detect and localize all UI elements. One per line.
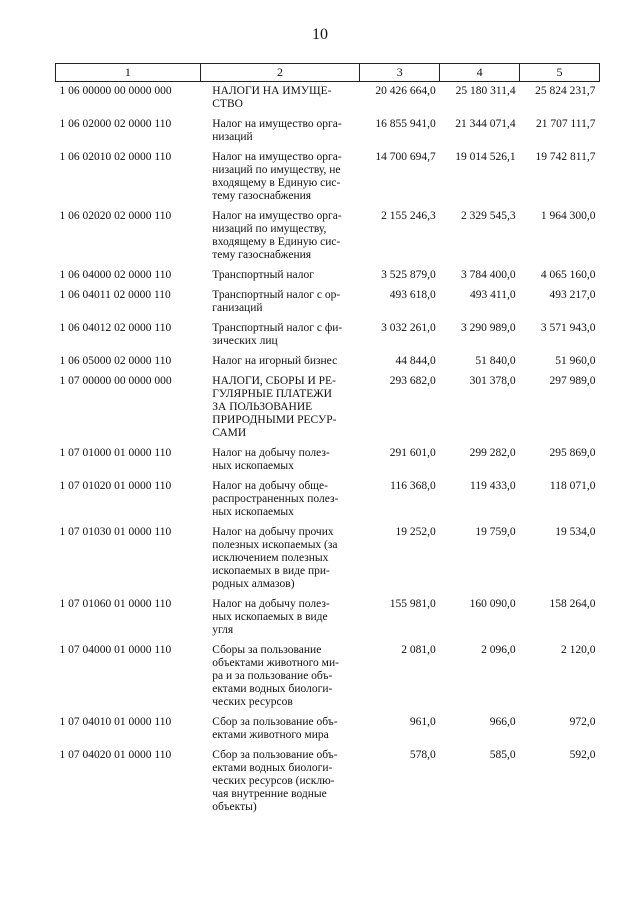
row-value-2: 3 290 989,0: [460, 322, 516, 334]
row-value-2: 2 329 545,3: [460, 210, 516, 222]
row-value-1: 116 368,0: [390, 480, 436, 492]
row-value-2: 301 378,0: [469, 375, 516, 387]
row-value-1: 20 426 664,0: [375, 85, 436, 97]
table-row: [56, 595, 600, 641]
row-value-3: 25 824 231,7: [535, 85, 596, 97]
row-name: Транспортный налог с фи- зических лиц: [212, 322, 343, 347]
row-value-1: 3 032 261,0: [381, 322, 436, 334]
table-row: [56, 713, 600, 746]
row-value-2: 21 344 071,4: [455, 118, 516, 130]
row-value-2: 25 180 311,4: [455, 85, 516, 97]
row-value-2: 51 840,0: [475, 355, 516, 367]
row-value-3: 493 217,0: [549, 289, 596, 301]
row-name: НАЛОГИ НА ИМУЩЕ- СТВО: [212, 85, 332, 110]
row-name: Налог на добычу полез- ных ископаемых в виде угля: [212, 598, 330, 636]
row-value-3: 592,0: [569, 749, 596, 761]
row-value-3: 158 264,0: [549, 598, 596, 610]
table-row: [56, 115, 600, 148]
row-code: 1 07 04020 01 0000 110: [59, 749, 172, 761]
row-value-3: 19 534,0: [555, 526, 596, 538]
row-value-3: 21 707 111,7: [535, 118, 596, 130]
row-value-3: 1 964 300,0: [540, 210, 596, 222]
page-number: 10: [312, 26, 328, 43]
table-row: [56, 266, 600, 286]
table-body: [56, 82, 600, 819]
row-value-2: 2 096,0: [481, 644, 516, 656]
row-value-1: 3 525 879,0: [381, 269, 436, 281]
row-code: 1 06 05000 02 0000 110: [59, 355, 172, 367]
table-row: [56, 207, 600, 266]
row-value-3: 4 065 160,0: [540, 269, 596, 281]
row-value-1: 961,0: [409, 716, 436, 728]
row-name: Транспортный налог: [212, 269, 314, 281]
row-value-1: 2 081,0: [401, 644, 436, 656]
row-value-1: 493 618,0: [389, 289, 436, 301]
row-value-2: 493 411,0: [470, 289, 516, 301]
row-name: Сбор за пользование объ- ектами водных биологи- ческих ресурсов (исклю- чая внутренние водные объекты): [212, 749, 338, 813]
table-row: [56, 641, 600, 713]
row-value-2: 19 759,0: [475, 526, 516, 538]
table-row: [56, 286, 600, 319]
table-row: [56, 444, 600, 477]
row-value-2: 966,0: [489, 716, 516, 728]
column-header-value-1: 3: [360, 64, 440, 82]
row-value-2: 19 014 526,1: [455, 151, 516, 163]
row-code: 1 07 01000 01 0000 110: [59, 447, 172, 459]
table-row: [56, 477, 600, 523]
column-header-value-2: 4: [440, 64, 520, 82]
row-name: Налог на имущество орга- низаций: [212, 118, 342, 143]
table-row: [56, 148, 600, 207]
row-value-1: 155 981,0: [389, 598, 436, 610]
row-value-3: 2 120,0: [561, 644, 596, 656]
column-header-value-3: 5: [520, 64, 600, 82]
row-value-1: 44 844,0: [395, 355, 436, 367]
row-code: 1 07 00000 00 0000 000: [59, 375, 172, 387]
row-value-1: 291 601,0: [389, 447, 436, 459]
row-value-3: 51 960,0: [555, 355, 596, 367]
row-value-1: 14 700 694,7: [375, 151, 436, 163]
row-code: 1 06 02010 02 0000 110: [59, 151, 172, 163]
row-value-3: 118 071,0: [549, 480, 596, 492]
row-value-2: 119 433,0: [470, 480, 516, 492]
table-row: [56, 319, 600, 352]
row-name: НАЛОГИ, СБОРЫ И РЕ- ГУЛЯРНЫЕ ПЛАТЕЖИ ЗА ПОЛЬЗОВАНИЕ ПРИРОДНЫМИ РЕСУР- САМИ: [212, 375, 337, 439]
column-header-code: 1: [56, 64, 201, 82]
row-name: Сборы за пользование объектами животного ми- ра и за пользование объ- ектами водных биологи- ческих ресурсов: [212, 644, 339, 708]
row-value-1: 19 252,0: [395, 526, 436, 538]
row-code: 1 06 04011 02 0000 110: [59, 289, 171, 301]
row-value-2: 585,0: [489, 749, 516, 761]
row-code: 1 07 04000 01 0000 110: [59, 644, 172, 656]
table-row: [56, 746, 600, 818]
row-value-1: 2 155 246,3: [381, 210, 436, 222]
row-code: 1 06 00000 00 0000 000: [59, 85, 172, 97]
column-header-name: 2: [200, 64, 360, 82]
budget-table: [55, 63, 600, 818]
row-value-1: 293 682,0: [389, 375, 436, 387]
row-name: Налог на имущество орга- низаций по имуществу, не входящему в Единую сис- тему газоснабжения: [212, 151, 342, 202]
table-row: [56, 352, 600, 372]
row-code: 1 06 04000 02 0000 110: [59, 269, 172, 281]
row-value-2: 160 090,0: [469, 598, 516, 610]
row-code: 1 07 04010 01 0000 110: [59, 716, 172, 728]
row-value-2: 299 282,0: [469, 447, 516, 459]
row-value-3: 295 869,0: [549, 447, 596, 459]
row-code: 1 07 01020 01 0000 110: [59, 480, 172, 492]
row-value-3: 297 989,0: [549, 375, 596, 387]
row-value-1: 578,0: [409, 749, 436, 761]
row-value-3: 3 571 943,0: [540, 322, 596, 334]
row-name: Налог на добычу обще- распространенных полез- ных ископаемых: [212, 480, 339, 518]
row-name: Налог на имущество орга- низаций по имуществу, входящему в Единую сис- тему газоснабжения: [212, 210, 342, 261]
row-code: 1 07 01030 01 0000 110: [59, 526, 172, 538]
row-name: Транспортный налог с ор- ганизаций: [212, 289, 341, 314]
row-name: Сбор за пользование объ- ектами животного мира: [212, 716, 338, 741]
row-value-2: 3 784 400,0: [460, 269, 516, 281]
row-code: 1 06 02020 02 0000 110: [59, 210, 172, 222]
row-code: 1 07 01060 01 0000 110: [59, 598, 172, 610]
row-code: 1 06 02000 02 0000 110: [59, 118, 172, 130]
row-value-3: 19 742 811,7: [535, 151, 596, 163]
table-row: [56, 523, 600, 595]
row-name: Налог на добычу полез- ных ископаемых: [212, 447, 330, 472]
row-value-3: 972,0: [569, 716, 596, 728]
row-code: 1 06 04012 02 0000 110: [59, 322, 172, 334]
table-row: [56, 82, 600, 116]
table-header-row: [56, 64, 600, 82]
row-name: Налог на игорный бизнес: [212, 355, 338, 367]
row-name: Налог на добычу прочих полезных ископаемых (за исключением полезных ископаемых в виде при- родных алмазов): [212, 526, 338, 590]
table-row: [56, 372, 600, 444]
row-value-1: 16 855 941,0: [375, 118, 436, 130]
